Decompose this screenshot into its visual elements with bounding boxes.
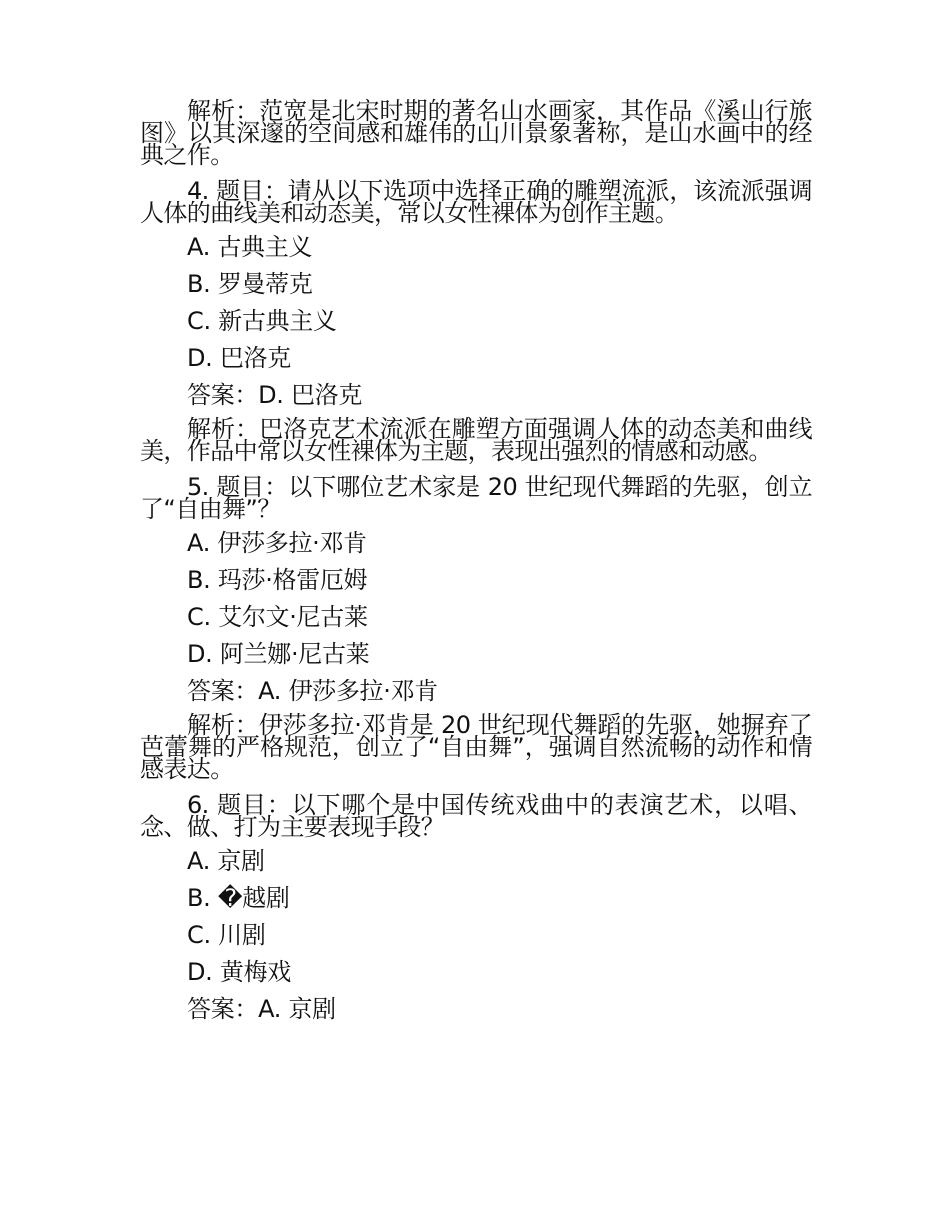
q4-answer: 答案：D. 巴洛克 [187,381,363,409]
q6-answer: 答案：A. 京剧 [187,995,336,1023]
q4-option-b: B. 罗曼蒂克 [187,270,313,298]
analysis-paragraph-3: 解析：范宽是北宋时期的著名山水画家，其作品《溪山行旅图》以其深邃的空间感和雄伟的山川景象著称，是山水画中的经典之作。 [140,97,812,169]
q5-option-c: C. 艾尔文·尼古莱 [187,603,368,631]
question-4: 4. 题目：请从以下选项中选择正确的雕塑流派，该流派强调人体的曲线美和动态美，常以女性裸体为创作主题。 [140,177,812,227]
q6-option-b: B. �越剧 [187,884,290,912]
q6-option-d: D. 黄梅戏 [187,958,291,986]
q5-option-b: B. 玛莎·格雷厄姆 [187,566,368,594]
question-5: 5. 题目：以下哪位艺术家是 20 世纪现代舞蹈的先驱，创立了“自由舞”？ [140,473,812,523]
question-6: 6. 题目：以下哪个是中国传统戏曲中的表演艺术，以唱、念、做、打为主要表现手段？ [140,791,812,841]
analysis-paragraph-5: 解析：伊莎多拉·邓肯是 20 世纪现代舞蹈的先驱，她摒弃了芭蕾舞的严格规范，创立了“自由舞”，强调自然流畅的动作和情感表达。 [140,711,812,783]
q5-option-d: D. 阿兰娜·尼古莱 [187,640,370,668]
q4-option-d: D. 巴洛克 [187,344,291,372]
document-page [140,97,812,1023]
q6-option-c: C. 川剧 [187,921,266,949]
q4-option-a: A. 古典主义 [187,233,313,261]
analysis-paragraph-4: 解析：巴洛克艺术流派在雕塑方面强调人体的动态美和曲线美，作品中常以女性裸体为主题，表现出强烈的情感和动感。 [140,415,812,465]
q6-option-a: A. 京剧 [187,847,265,875]
q4-option-c: C. 新古典主义 [187,307,337,335]
q5-answer: 答案：A. 伊莎多拉·邓肯 [187,677,438,705]
q5-option-a: A. 伊莎多拉·邓肯 [187,529,367,557]
